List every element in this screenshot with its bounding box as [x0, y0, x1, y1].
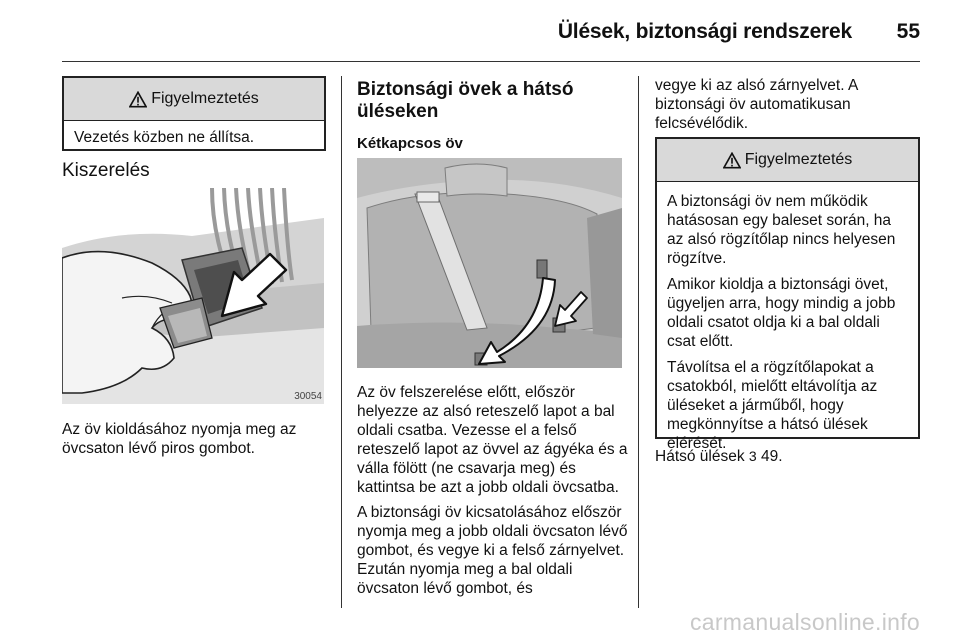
middle-text: [357, 383, 629, 604]
buckle-release-text: Az öv kioldásához nyomja meg az övcsaton lévő piros gombot.: [62, 421, 297, 457]
paragraph: Az öv felszerelése előtt, először helyezze az alsó reteszelő lapot a bal oldali csatba. Vezesse el a felső reteszelő lapot az övvel az ágyéka és a válla fölött (ne csavarja meg) és kattintsa be azt a jobb oldali övcsatba.: [357, 384, 628, 496]
header-rule: [62, 61, 920, 62]
subsection-two-point-belt: Kétkapcsos öv: [357, 135, 463, 152]
belt-buckle-illustration: [62, 188, 324, 404]
column-divider-right: [638, 76, 639, 608]
warning-triangle-icon: [129, 91, 147, 108]
page-header-title: Ülések, biztonsági rendszerek: [557, 20, 852, 43]
reference-text: Hátsó ülések: [655, 448, 745, 465]
right-intro-text: vegye ki az alsó zárnyelvet. A biztonsági öv automatikusan felcsévélődik.: [655, 77, 858, 132]
warning-triangle-icon: [723, 152, 741, 169]
warning-paragraph: A biztonsági öv nem működik hatásosan egy baleset során, ha az alsó rögzítőlap nincs helyesen rögzítve.: [667, 193, 896, 267]
watermark: carmanualsonline.info: [689, 609, 920, 635]
warning-header: [657, 139, 918, 182]
warning-paragraph: Távolítsa el a rögzítőlapokat a csatokból, mielőtt eltávolítja az üléseket a járműből, hogy megkönnyítse a hátsó ülések elérését.: [667, 359, 878, 452]
paragraph: A biztonsági öv kicsatolásához először nyomja meg a jobb oldali övcsaton lévő gombot, és vegye ki a felső zárnyelvet. Ezután nyomja meg a bal oldali övcsaton lévő gombot, és: [357, 504, 628, 597]
section-title-removal: Kiszerelés: [62, 160, 150, 181]
warning-header: [64, 78, 324, 121]
rear-seat-belt-illustration: [357, 158, 622, 368]
column-divider-left: [341, 76, 342, 608]
reference-page[interactable]: 49.: [761, 448, 783, 465]
cross-reference: [655, 447, 915, 466]
page-number: 55: [896, 20, 920, 43]
warning-text: Vezetés közben ne állítsa.: [74, 129, 255, 146]
warning-title: Figyelmeztetés: [151, 90, 259, 107]
section-title-rear-belts: Biztonsági övek a hátsó üléseken: [357, 79, 574, 122]
figure-belt-buckle-release: [62, 188, 324, 404]
warning-box-left: [62, 76, 326, 151]
warning-box-right: [655, 137, 920, 452]
figure-code: 30054: [294, 391, 322, 402]
warning-title: Figyelmeztetés: [744, 151, 853, 168]
reference-arrow-icon: 3: [748, 448, 757, 464]
figure-rear-seat-belt: [357, 158, 622, 368]
warning-paragraph: Amikor kioldja a biztonsági övet, ügyeljen arra, hogy mindig a jobb oldali csatot oldja ki a bal oldali csat előtt.: [667, 276, 896, 350]
